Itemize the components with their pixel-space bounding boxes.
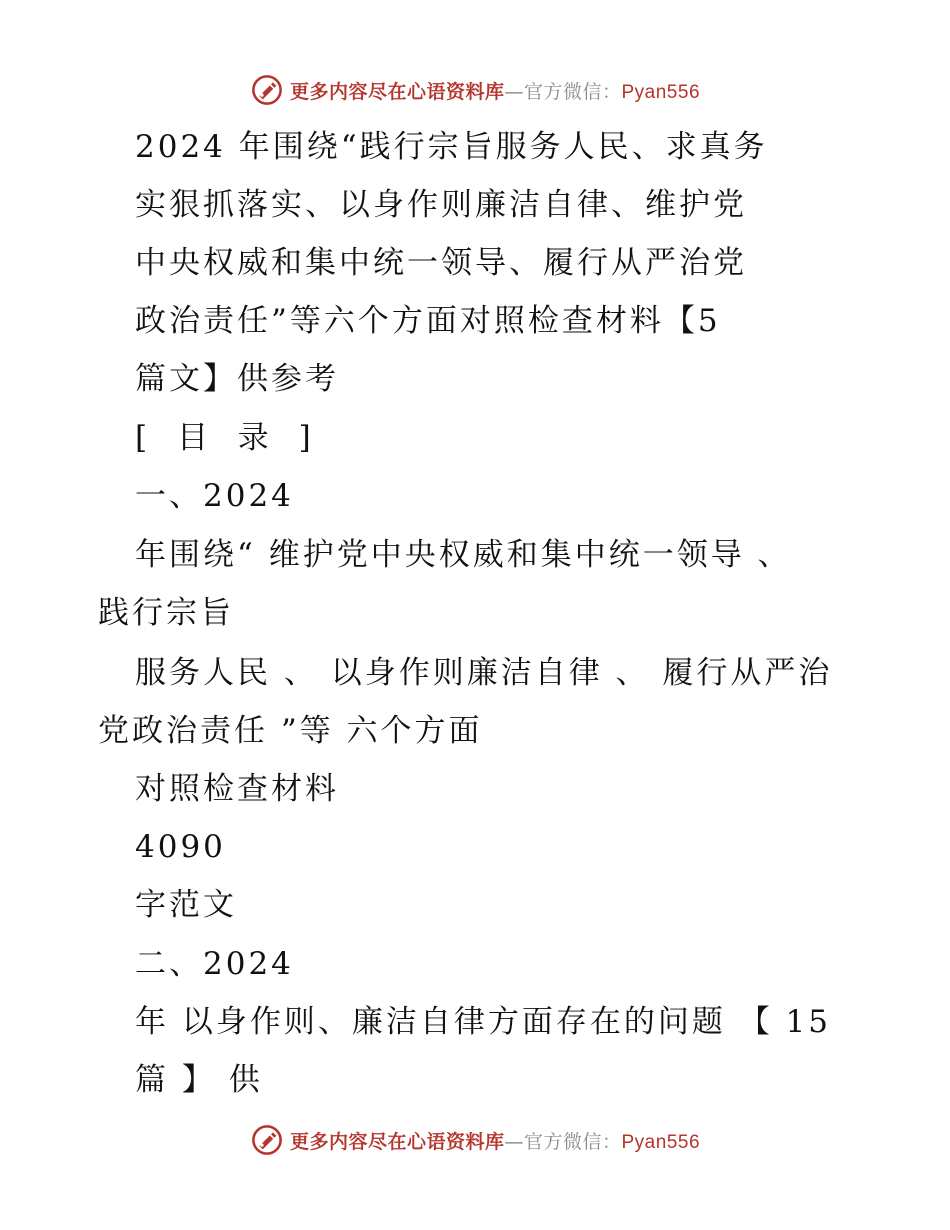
title-line-5: 篇文】供参考 (135, 361, 339, 397)
toc-item-2-line-1: 二、2024 (135, 946, 294, 982)
footer-banner (0, 1120, 950, 1160)
banner-main: 更多内容尽在心语资料库 (289, 80, 505, 103)
title-line-4: 政治责任”等六个方面对照检查材料【5 (135, 303, 721, 339)
toc-heading: [ 目 录 ] (135, 420, 321, 456)
banner-main: 更多内容尽在心语资料库 (289, 1130, 505, 1153)
banner-account: Pyan556 (621, 1131, 701, 1153)
header-banner (0, 70, 950, 110)
toc-item-1-line-1: 一、2024 (135, 478, 294, 514)
toc-item-1-line-3: 践行宗旨 (98, 595, 234, 631)
toc-item-1-line-5: 党政治责任 ”等 六个方面 (98, 713, 483, 749)
toc-item-1-line-7: 4090 (135, 829, 226, 865)
banner-dash: — (504, 1130, 524, 1153)
toc-item-1-line-2: 年围绕“ 维护党中央权威和集中统一领导 、 (135, 537, 792, 573)
banner-text (290, 1127, 700, 1154)
title-line-2: 实狠抓落实、以身作则廉洁自律、维护党 (135, 187, 747, 223)
toc-item-2-line-3: 篇 】 供 (135, 1062, 263, 1098)
toc-item-2-line-2: 年 以身作则、廉洁自律方面存在的问题 【 15 (135, 1004, 832, 1040)
banner-sub: 官方微信： (523, 80, 622, 103)
banner-text (290, 77, 700, 104)
banner-dash: — (504, 80, 524, 103)
banner-account: Pyan556 (621, 81, 701, 103)
pen-nib-seal-icon (250, 73, 284, 107)
toc-item-1-line-8: 字范文 (135, 887, 237, 923)
banner-sub: 官方微信： (523, 1130, 622, 1153)
title-line-1: 2024 年围绕“践行宗旨服务人民、求真务 (135, 129, 768, 165)
toc-item-1-line-4: 服务人民 、 以身作则廉洁自律 、 履行从严治 (135, 655, 833, 691)
toc-item-1-line-6: 对照检查材料 (135, 771, 339, 807)
pen-nib-seal-icon (250, 1123, 284, 1157)
title-line-3: 中央权威和集中统一领导、履行从严治党 (135, 245, 747, 281)
